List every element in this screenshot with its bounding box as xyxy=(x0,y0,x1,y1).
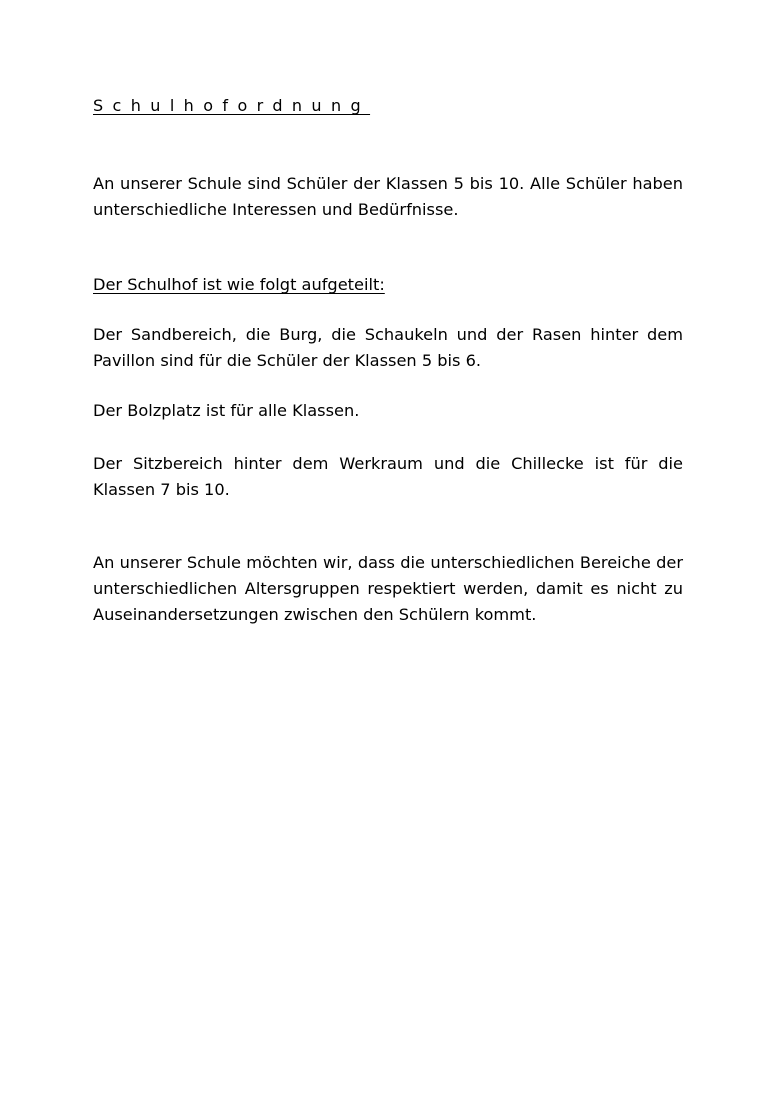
area-paragraph-older: Der Sitzbereich hinter dem Werkraum und die Chillecke ist für die Klassen 7 bis 10. xyxy=(93,454,683,499)
document-title: Schulhofordnung xyxy=(93,96,371,115)
area-paragraph-younger: Der Sandbereich, die Burg, die Schaukeln und der Rasen hinter dem Pavillon sind für die Schüler der Klassen 5 bis 6. xyxy=(93,325,683,370)
closing-paragraph: An unserer Schule möchten wir, dass die unterschiedlichen Bereiche der unterschiedlichen Altersgruppen respektiert werden, damit es nicht zu Auseinandersetzungen zwischen den Schülern kommt. xyxy=(93,553,683,624)
intro-paragraph: An unserer Schule sind Schüler der Klassen 5 bis 10. Alle Schüler haben unterschiedliche Interessen und Bedürfnisse. xyxy=(93,174,683,219)
section-heading: Der Schulhof ist wie folgt aufgeteilt: xyxy=(93,275,385,294)
area-paragraph-all: Der Bolzplatz ist für alle Klassen. xyxy=(93,401,360,420)
